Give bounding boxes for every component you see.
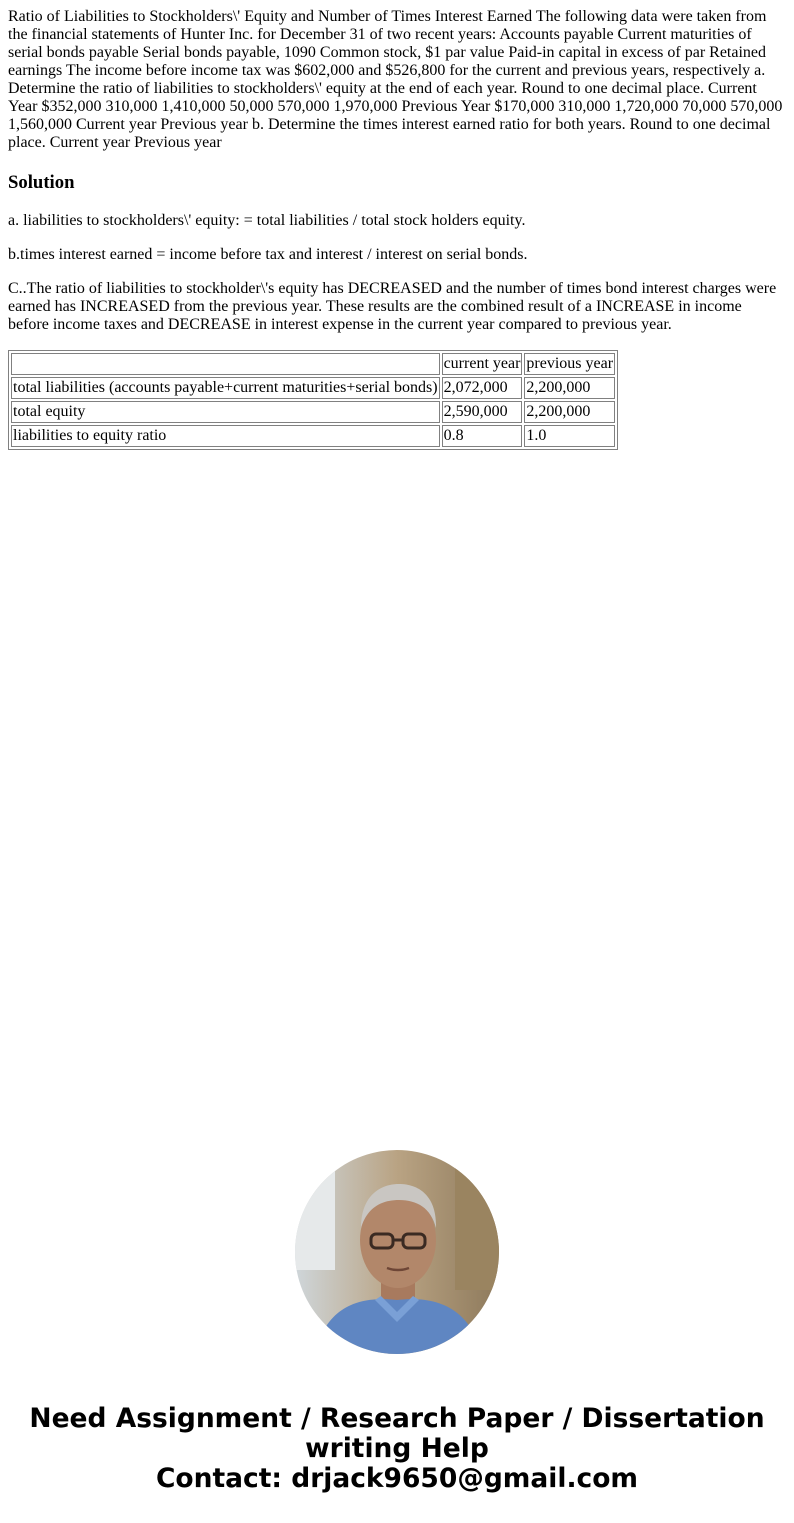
table-cell: 0.8 [442,425,523,447]
promo-footer [0,1150,794,1494]
table-row [11,401,615,423]
table-cell: 2,072,000 [442,377,523,399]
table-header-row [11,353,615,375]
table-cell: liabilities to equity ratio [11,425,440,447]
table-header-cell [11,353,440,375]
table-cell: 2,590,000 [442,401,523,423]
table-cell: total equity [11,401,440,423]
table-row [11,425,615,447]
solution-heading: Solution [8,172,75,193]
answer-b: b.times interest earned = income before tax and interest / interest on serial bonds. [8,246,528,263]
answer-a: a. liabilities to stockholders\' equity: = total liabilities / total stock holders equity. [8,212,526,229]
table-header-cell: previous year [524,353,615,375]
page-content [0,0,794,450]
promo-line: writing Help [305,1433,489,1464]
author-avatar [295,1150,499,1354]
answer-c: C..The ratio of liabilities to stockholder\'s equity has DECREASED and the number of times bond interest charges were earned has INCREASED from the previous year. These results are the combined result of a INCREASE in income before income taxes and DECREASE in interest expense in the current year compared to previous year. [8,280,777,333]
table-cell: 2,200,000 [524,377,615,399]
table-header-cell: current year [442,353,523,375]
question-text: Ratio of Liabilities to Stockholders\' Equity and Number of Times Interest Earned The following data were taken from the financial statements of Hunter Inc. for December 31 of two recent years: Accounts payable Current maturities of serial bonds payable Serial bonds payable, 1090 Common stock, $1 par value Paid-in capital in excess of par Retained earnings The income before income tax was $602,000 and $526,800 for the current and previous years, respectively a. Determine the ratio of liabilities to stockholders\' equity at the end of each year. Round to one decimal place. Current Year $352,000 310,000 1,410,000 50,000 570,000 1,970,000 Previous Year $170,000 310,000 1,720,000 70,000 570,000 1,560,000 Current year Previous year b. Determine the times interest earned ratio for both years. Round to one decimal place. Current year Previous year [8,8,783,151]
table-cell: total liabilities (accounts payable+current maturities+serial bonds) [11,377,440,399]
table-cell: 2,200,000 [524,401,615,423]
table-cell: 1.0 [524,425,615,447]
promo-line: Need Assignment / Research Paper / Dissertation [29,1403,765,1434]
promo-text [0,1404,794,1494]
ratio-table [8,350,618,450]
contact-email: Contact: drjack9650@gmail.com [155,1463,639,1494]
table-row [11,377,615,399]
avatar-photo [295,1150,499,1354]
